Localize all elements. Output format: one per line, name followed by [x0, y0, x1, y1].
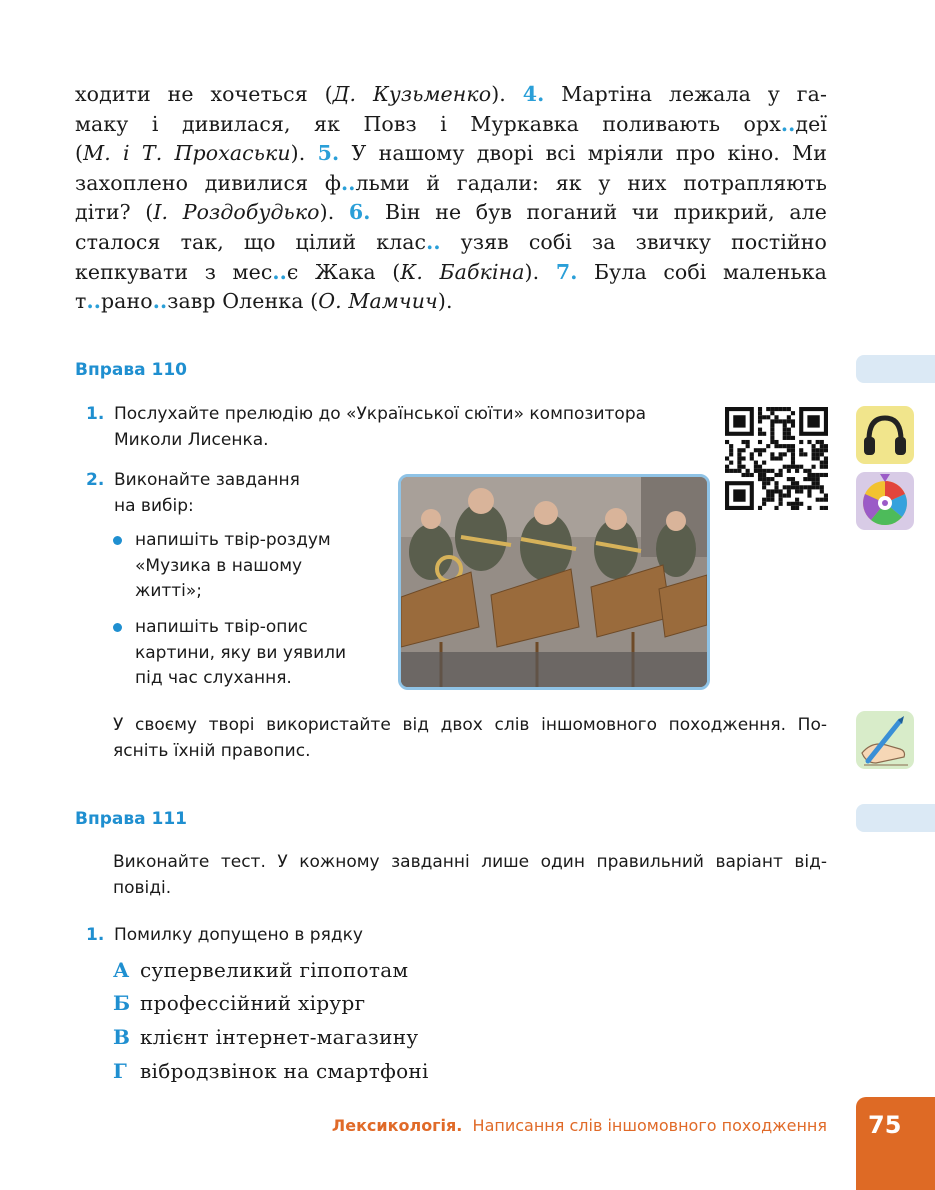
option-text: профессійний хірург: [140, 991, 366, 1015]
text-segment: ).: [319, 200, 349, 225]
footer-section: Лексикологія.: [331, 1116, 463, 1135]
top-paragraph: [75, 80, 827, 317]
letter-gap: ..: [341, 170, 356, 195]
option-letter: А: [113, 958, 130, 982]
text-segment: Він не був поганий чи прикрий, але: [370, 200, 828, 225]
exercise-111-intro: [113, 850, 827, 901]
text-segment: рано: [100, 289, 153, 314]
text-segment: льми й гадали: як у них потрапляють: [355, 170, 827, 195]
bullet-text-line: під час слухання.: [135, 668, 292, 688]
orchestra-illustration: [401, 477, 707, 687]
exercise-110-note: [113, 713, 827, 764]
text-segment: захоплено дивилися ф: [75, 170, 342, 195]
bullet-option-2: [113, 615, 383, 693]
bullet-option-1: [113, 528, 383, 606]
margin-tab: [856, 804, 935, 832]
exercise-110-title: Вправа 110: [75, 360, 187, 380]
paragraph-line: [75, 228, 827, 258]
exercise-111-title: Вправа 111: [75, 809, 187, 829]
disc-icon: [856, 472, 914, 530]
text-segment: У нашому дворі всі мріяли про кіно. Ми: [339, 141, 827, 166]
text-segment: ).: [491, 82, 523, 106]
letter-gap: ..: [780, 111, 796, 136]
letter-gap: ..: [152, 289, 168, 314]
paragraph-line: [75, 169, 827, 199]
headphones-icon: [856, 406, 914, 464]
text-segment: сталося так, що цілий клас: [75, 229, 427, 254]
paragraph-line: [75, 80, 827, 110]
option-text: клієнт інтернет-магазину: [140, 1025, 419, 1049]
text-segment: т: [75, 289, 87, 314]
item-number: 2.: [86, 470, 105, 490]
item-text-line: Послухайте прелюдію до «Української сюїти» композитора: [114, 404, 647, 424]
letter-gap: ..: [272, 259, 287, 284]
item-text-line: Виконайте завдання: [114, 470, 300, 490]
answer-option-a: [113, 955, 408, 985]
qr-code[interactable]: [725, 407, 828, 510]
test-question-1: [86, 923, 586, 949]
writing-hand-icon: [856, 711, 914, 769]
bullet-dot: [113, 623, 122, 632]
paragraph-line: [75, 139, 827, 169]
author-name: І. Роздобудько: [153, 200, 320, 225]
text-segment: завр Оленка (: [167, 289, 319, 314]
text-segment: ).: [290, 141, 318, 166]
letter-gap: ..: [426, 229, 441, 254]
text-segment: ходити не хочеться (: [75, 82, 333, 106]
text-segment: узяв собі за звичку постійно: [440, 229, 827, 254]
exercise-110-item-2: [86, 468, 386, 520]
sentence-number: 6.: [348, 200, 371, 225]
text-segment: ).: [524, 259, 556, 284]
text-segment: кепкувати з мес: [75, 259, 273, 284]
paragraph-line: [75, 198, 827, 228]
paragraph-line: [75, 287, 827, 317]
footer-topic: Написання слів іншомовного походження: [472, 1116, 827, 1135]
sentence-number: 4.: [522, 82, 545, 106]
item-number: 1.: [86, 404, 105, 424]
paragraph-line: [75, 110, 827, 140]
intro-line: Виконайте тест. У кожному завданні лише один правильний варіант від-: [113, 852, 827, 872]
sentence-number: 7.: [555, 259, 578, 284]
margin-tab: [856, 355, 935, 383]
orchestra-photo: [398, 474, 710, 690]
option-text: вібродзвінок на смартфоні: [140, 1059, 429, 1083]
text-segment: (: [75, 141, 84, 166]
letter-gap: ..: [86, 289, 101, 314]
sentence-number: 5.: [317, 141, 340, 166]
paragraph-line: [75, 258, 827, 288]
page-number-tab: [856, 1097, 935, 1190]
bullet-text-line: картини, яку ви уявили: [135, 642, 347, 663]
page-number: 75: [868, 1111, 902, 1139]
item-text-line: Миколи Лисенка.: [114, 429, 269, 450]
bullet-text-line: житті»;: [135, 581, 203, 601]
author-name: М. і Т. Прохаськи: [83, 141, 291, 166]
answer-option-d: [113, 1056, 429, 1086]
option-letter: Б: [113, 991, 131, 1015]
intro-line: повіді.: [113, 877, 172, 898]
bullet-text-line: напишіть твір-опис: [135, 617, 308, 637]
text-segment: Була собі маленька: [577, 259, 827, 284]
text-segment: маку і дивилася, як Повз і Муркавка поливають орх: [75, 111, 781, 136]
author-name: Д. Кузьменко: [332, 82, 492, 106]
bullet-text-line: напишіть твір-роздум: [135, 530, 331, 550]
author-name: О. Мамчич: [318, 289, 438, 314]
bullet-dot: [113, 536, 122, 545]
text-segment: діти? (: [75, 200, 154, 225]
exercise-110-item-1: [86, 402, 706, 454]
option-text: супервеликий гіпопотам: [140, 958, 409, 982]
option-letter: В: [113, 1025, 131, 1049]
page-footer: [332, 1116, 827, 1135]
answer-option-c: [113, 1022, 418, 1052]
bullet-text-line: «Музика в нашому: [135, 555, 303, 576]
answer-option-b: [113, 988, 365, 1018]
text-segment: є Жака (: [286, 259, 401, 284]
text-segment: Мартіна лежала у га-: [544, 82, 827, 106]
note-line: ясніть їхній правопис.: [113, 740, 311, 761]
question-text: Помилку допущено в рядку: [114, 925, 363, 945]
author-name: К. Бабкіна: [400, 259, 525, 284]
option-letter: Г: [113, 1059, 128, 1083]
note-line: У своєму творі використайте від двох слів іншомовного походження. По-: [113, 715, 827, 735]
text-segment: деї: [795, 111, 827, 136]
text-segment: ).: [437, 289, 453, 314]
question-number: 1.: [86, 925, 105, 945]
item-text-line: на вибір:: [114, 495, 194, 516]
